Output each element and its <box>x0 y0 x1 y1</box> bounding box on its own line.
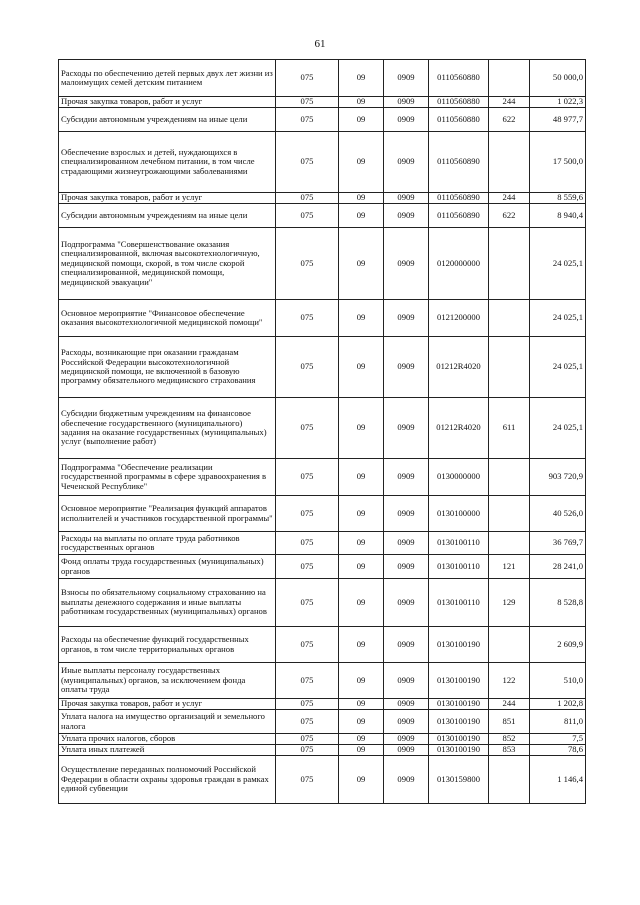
item-name: Подпрограмма "Совершенствование оказания специализированной, включая высокотехнологичную, медицинской помощи, скорой, в том числе скорой специализированной, медицинской помощи, медицинской эвакуации" <box>59 228 276 300</box>
expense-type-code <box>489 459 530 496</box>
subsection-code: 0909 <box>384 108 429 132</box>
target-article-code: 0130100110 <box>429 579 489 627</box>
item-name: Расходы, возникающие при оказании гражданам Российской Федерации высокотехнологичной медицинской помощи, не включенной в базовую программу обязательного медицинского страхования <box>59 337 276 398</box>
section-code: 09 <box>339 228 384 300</box>
expense-type-code <box>489 337 530 398</box>
subsection-code: 0909 <box>384 627 429 663</box>
grbs-code: 075 <box>276 337 339 398</box>
section-code: 09 <box>339 532 384 555</box>
table-row <box>59 132 586 193</box>
page-number: 61 <box>314 38 326 50</box>
expense-type-code: 851 <box>489 710 530 734</box>
table-row <box>59 108 586 132</box>
item-name: Уплата иных платежей <box>59 745 276 756</box>
subsection-code: 0909 <box>384 756 429 804</box>
amount: 24 025,1 <box>530 337 586 398</box>
target-article-code: 0130100110 <box>429 532 489 555</box>
expense-type-code: 122 <box>489 663 530 699</box>
amount: 811,0 <box>530 710 586 734</box>
target-article-code: 0130100190 <box>429 710 489 734</box>
grbs-code: 075 <box>276 398 339 459</box>
amount: 24 025,1 <box>530 228 586 300</box>
expense-type-code: 622 <box>489 108 530 132</box>
item-name: Уплата прочих налогов, сборов <box>59 734 276 745</box>
table-row <box>59 459 586 496</box>
item-name: Прочая закупка товаров, работ и услуг <box>59 97 276 108</box>
table-row <box>59 663 586 699</box>
expense-type-code <box>489 300 530 337</box>
section-code: 09 <box>339 60 384 97</box>
item-name: Субсидии автономным учреждениям на иные цели <box>59 204 276 228</box>
subsection-code: 0909 <box>384 60 429 97</box>
expense-type-code: 244 <box>489 699 530 710</box>
table-row <box>59 532 586 555</box>
target-article-code: 01212R4020 <box>429 398 489 459</box>
section-code: 09 <box>339 300 384 337</box>
budget-table-body <box>59 60 586 804</box>
section-code: 09 <box>339 398 384 459</box>
amount: 1 022,3 <box>530 97 586 108</box>
subsection-code: 0909 <box>384 337 429 398</box>
item-name: Уплата налога на имущество организаций и земельного налога <box>59 710 276 734</box>
amount: 17 500,0 <box>530 132 586 193</box>
grbs-code: 075 <box>276 204 339 228</box>
grbs-code: 075 <box>276 734 339 745</box>
grbs-code: 075 <box>276 459 339 496</box>
expense-type-code <box>489 496 530 532</box>
expense-type-code <box>489 532 530 555</box>
target-article-code: 0130100190 <box>429 627 489 663</box>
grbs-code: 075 <box>276 132 339 193</box>
expense-type-code: 852 <box>489 734 530 745</box>
item-name: Основное мероприятие "Реализация функций аппаратов исполнителей и участников государственной программы" <box>59 496 276 532</box>
item-name: Фонд оплаты труда государственных (муниципальных) органов <box>59 555 276 579</box>
section-code: 09 <box>339 579 384 627</box>
item-name: Взносы по обязательному социальному страхованию на выплаты денежного содержания и иные выплаты работникам государственных (муниципальных) органов <box>59 579 276 627</box>
table-row <box>59 228 586 300</box>
expense-type-code: 622 <box>489 204 530 228</box>
table-row <box>59 579 586 627</box>
table-row <box>59 496 586 532</box>
section-code: 09 <box>339 459 384 496</box>
table-row <box>59 300 586 337</box>
grbs-code: 075 <box>276 627 339 663</box>
item-name: Расходы на обеспечение функций государственных органов, в том числе территориальных органов <box>59 627 276 663</box>
table-row <box>59 555 586 579</box>
target-article-code: 0130159800 <box>429 756 489 804</box>
item-name: Подпрограмма "Обеспечение реализации государственной программы в сфере здравоохранения в Чеченской Республике" <box>59 459 276 496</box>
table-row <box>59 398 586 459</box>
section-code: 09 <box>339 756 384 804</box>
amount: 8 528,8 <box>530 579 586 627</box>
amount: 510,0 <box>530 663 586 699</box>
target-article-code: 0110560890 <box>429 132 489 193</box>
amount: 28 241,0 <box>530 555 586 579</box>
expense-type-code: 853 <box>489 745 530 756</box>
expense-type-code: 121 <box>489 555 530 579</box>
grbs-code: 075 <box>276 193 339 204</box>
subsection-code: 0909 <box>384 204 429 228</box>
grbs-code: 075 <box>276 663 339 699</box>
subsection-code: 0909 <box>384 710 429 734</box>
target-article-code: 0130100190 <box>429 663 489 699</box>
subsection-code: 0909 <box>384 193 429 204</box>
table-row <box>59 710 586 734</box>
expense-type-code: 129 <box>489 579 530 627</box>
amount: 2 609,9 <box>530 627 586 663</box>
target-article-code: 0130100190 <box>429 734 489 745</box>
amount: 24 025,1 <box>530 300 586 337</box>
subsection-code: 0909 <box>384 555 429 579</box>
amount: 50 000,0 <box>530 60 586 97</box>
target-article-code: 0130100190 <box>429 745 489 756</box>
subsection-code: 0909 <box>384 734 429 745</box>
section-code: 09 <box>339 734 384 745</box>
table-row <box>59 627 586 663</box>
budget-table <box>58 59 586 804</box>
grbs-code: 075 <box>276 745 339 756</box>
section-code: 09 <box>339 555 384 579</box>
expense-type-code: 611 <box>489 398 530 459</box>
table-row <box>59 97 586 108</box>
grbs-code: 075 <box>276 496 339 532</box>
target-article-code: 0130000000 <box>429 459 489 496</box>
target-article-code: 0110560880 <box>429 60 489 97</box>
section-code: 09 <box>339 496 384 532</box>
item-name: Обеспечение взрослых и детей, нуждающихся в специализированном лечебном питании, в том числе страдающими жизнеугрожающими заболеваниями <box>59 132 276 193</box>
subsection-code: 0909 <box>384 228 429 300</box>
target-article-code: 01212R4020 <box>429 337 489 398</box>
subsection-code: 0909 <box>384 459 429 496</box>
expense-type-code: 244 <box>489 193 530 204</box>
amount: 8 559,6 <box>530 193 586 204</box>
expense-type-code <box>489 132 530 193</box>
grbs-code: 075 <box>276 579 339 627</box>
expense-type-code <box>489 228 530 300</box>
amount: 8 940,4 <box>530 204 586 228</box>
subsection-code: 0909 <box>384 745 429 756</box>
subsection-code: 0909 <box>384 532 429 555</box>
expense-type-code: 244 <box>489 97 530 108</box>
grbs-code: 075 <box>276 555 339 579</box>
section-code: 09 <box>339 132 384 193</box>
grbs-code: 075 <box>276 300 339 337</box>
target-article-code: 0121200000 <box>429 300 489 337</box>
section-code: 09 <box>339 337 384 398</box>
amount: 48 977,7 <box>530 108 586 132</box>
grbs-code: 075 <box>276 97 339 108</box>
table-row <box>59 734 586 745</box>
target-article-code: 0130100190 <box>429 699 489 710</box>
amount: 78,6 <box>530 745 586 756</box>
table-row <box>59 756 586 804</box>
item-name: Основное мероприятие "Финансовое обеспечение оказания высокотехнологичной медицинской помощи" <box>59 300 276 337</box>
grbs-code: 075 <box>276 228 339 300</box>
grbs-code: 075 <box>276 108 339 132</box>
item-name: Расходы на выплаты по оплате труда работников государственных органов <box>59 532 276 555</box>
subsection-code: 0909 <box>384 699 429 710</box>
expense-type-code <box>489 756 530 804</box>
table-row <box>59 699 586 710</box>
grbs-code: 075 <box>276 699 339 710</box>
section-code: 09 <box>339 627 384 663</box>
item-name: Иные выплаты персоналу государственных (муниципальных) органов, за исключением фонда оплаты труда <box>59 663 276 699</box>
amount: 24 025,1 <box>530 398 586 459</box>
section-code: 09 <box>339 663 384 699</box>
item-name: Субсидии бюджетным учреждениям на финансовое обеспечение государственного (муниципального) задания на оказание государственных (муниципальных) услуг (выполнение работ) <box>59 398 276 459</box>
amount: 36 769,7 <box>530 532 586 555</box>
amount: 7,5 <box>530 734 586 745</box>
section-code: 09 <box>339 745 384 756</box>
subsection-code: 0909 <box>384 579 429 627</box>
grbs-code: 075 <box>276 532 339 555</box>
subsection-code: 0909 <box>384 663 429 699</box>
subsection-code: 0909 <box>384 300 429 337</box>
target-article-code: 0110560890 <box>429 204 489 228</box>
amount: 1 146,4 <box>530 756 586 804</box>
target-article-code: 0130100110 <box>429 555 489 579</box>
expense-type-code <box>489 60 530 97</box>
section-code: 09 <box>339 204 384 228</box>
target-article-code: 0110560890 <box>429 193 489 204</box>
table-row <box>59 193 586 204</box>
item-name: Прочая закупка товаров, работ и услуг <box>59 699 276 710</box>
grbs-code: 075 <box>276 756 339 804</box>
target-article-code: 0120000000 <box>429 228 489 300</box>
section-code: 09 <box>339 710 384 734</box>
section-code: 09 <box>339 97 384 108</box>
target-article-code: 0110560880 <box>429 97 489 108</box>
grbs-code: 075 <box>276 710 339 734</box>
item-name: Осуществление переданных полномочий Российской Федерации в области охраны здоровья граждан в рамках единой субвенции <box>59 756 276 804</box>
expense-type-code <box>489 627 530 663</box>
section-code: 09 <box>339 108 384 132</box>
amount: 1 202,8 <box>530 699 586 710</box>
table-row <box>59 337 586 398</box>
subsection-code: 0909 <box>384 132 429 193</box>
table-row <box>59 745 586 756</box>
item-name: Субсидии автономным учреждениям на иные цели <box>59 108 276 132</box>
subsection-code: 0909 <box>384 97 429 108</box>
subsection-code: 0909 <box>384 398 429 459</box>
grbs-code: 075 <box>276 60 339 97</box>
item-name: Прочая закупка товаров, работ и услуг <box>59 193 276 204</box>
subsection-code: 0909 <box>384 496 429 532</box>
amount: 40 526,0 <box>530 496 586 532</box>
section-code: 09 <box>339 193 384 204</box>
target-article-code: 0110560880 <box>429 108 489 132</box>
item-name: Расходы по обеспечению детей первых двух лет жизни из малоимущих семей детским питанием <box>59 60 276 97</box>
amount: 903 720,9 <box>530 459 586 496</box>
table-row <box>59 204 586 228</box>
table-row <box>59 60 586 97</box>
section-code: 09 <box>339 699 384 710</box>
target-article-code: 0130100000 <box>429 496 489 532</box>
